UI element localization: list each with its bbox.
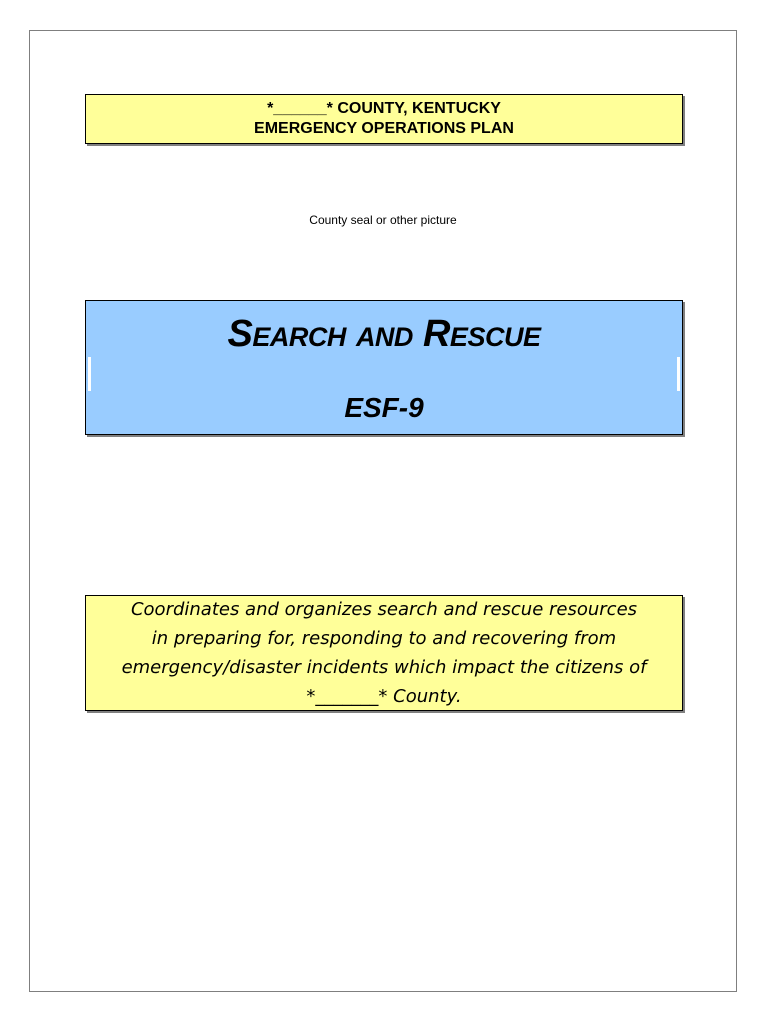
header-county-line: *______* COUNTY, KENTUCKY [267, 100, 501, 117]
plan-header-box [85, 94, 683, 144]
esf-description-box [85, 595, 683, 711]
esf-title: Search and Rescue [227, 313, 541, 355]
esf-title-box [85, 300, 683, 435]
esf-number: ESF-9 [344, 392, 424, 423]
document-page [29, 30, 737, 992]
header-plan-line: EMERGENCY OPERATIONS PLAN [254, 120, 514, 137]
title-box-right-edge-mark [677, 357, 680, 391]
description-line: in preparing for, responding to and recovering from [151, 628, 617, 649]
esf-description [122, 595, 647, 711]
description-line: *_______* County. [306, 686, 462, 707]
description-line: emergency/disaster incidents which impact the citizens of [121, 657, 647, 678]
description-line: Coordinates and organizes search and rescue resources [130, 599, 638, 620]
title-box-left-edge-mark [88, 357, 91, 391]
seal-placeholder-caption: County seal or other picture [309, 213, 457, 227]
